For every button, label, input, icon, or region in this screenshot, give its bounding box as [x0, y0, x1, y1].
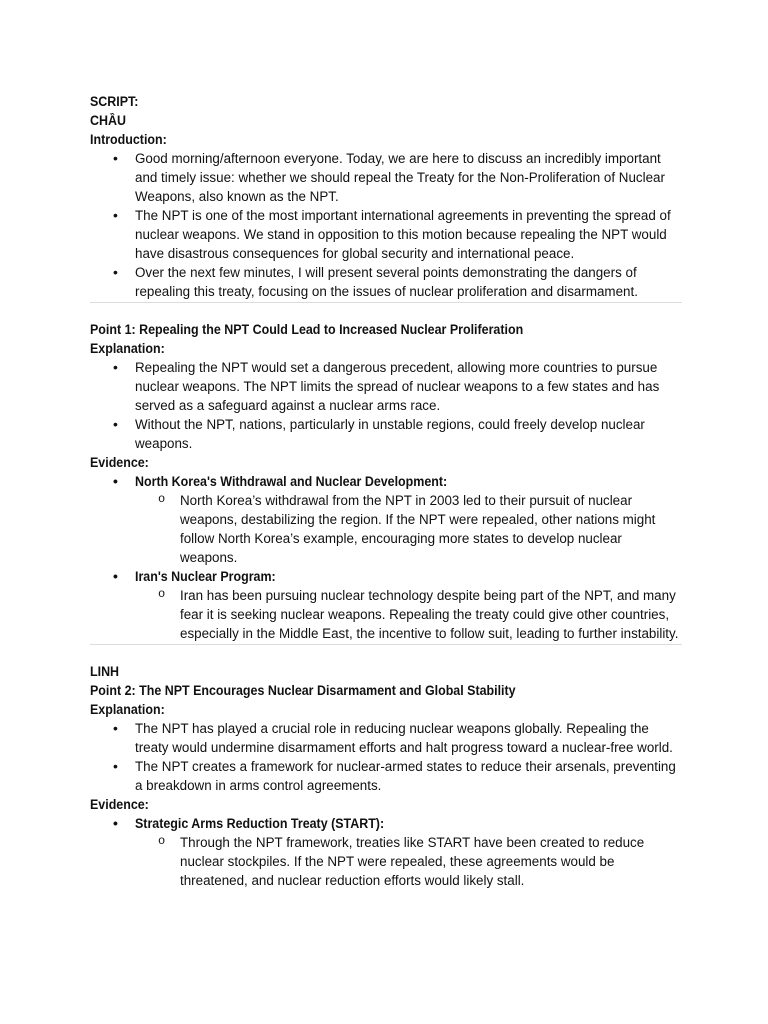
- list-item: • The NPT creates a framework for nuclear-armed states to reduce their arsenals, preventing a breakdown in arms control agreements.: [90, 757, 682, 795]
- evidence-title: Strategic Arms Reduction Treaty (START):: [135, 816, 385, 831]
- list-item: • Over the next few minutes, I will present several points demonstrating the dangers of repealing this treaty, focusing on the issues of nuclear proliferation and disarmament.: [90, 263, 682, 301]
- bullet-list: [90, 719, 682, 795]
- speaker-name: LINH: [90, 664, 120, 679]
- bullet-list: [90, 149, 682, 301]
- evidence-title: North Korea's Withdrawal and Nuclear Development:: [135, 474, 448, 489]
- list-item: • The NPT has played a crucial role in reducing nuclear weapons globally. Repealing the treaty would undermine disarmament efforts and halt progress toward a nuclear-free world.: [90, 719, 682, 757]
- bullet-list: [90, 814, 682, 890]
- section-heading: Point 1: Repealing the NPT Could Lead to Increased Nuclear Proliferation: [90, 322, 524, 337]
- list-item: • Good morning/afternoon everyone. Today, we are here to discuss an incredibly important and timely issue: whether we should repeal the Treaty for the Non-Proliferation of Nuclear Weapons, also known as the NPT.: [90, 149, 682, 206]
- speaker-name: CHẦU: [90, 113, 126, 128]
- list-item: • Without the NPT, nations, particularly in unstable regions, could freely develop nuclear weapons.: [90, 415, 682, 453]
- sub-list-item: o North Korea’s withdrawal from the NPT in 2003 led to their pursuit of nuclear weapons, destabilizing the region. If the NPT were repealed, other nations might follow North Korea’s example, encouraging more states to develop nuclear weapons.: [90, 491, 682, 567]
- section-heading: Point 2: The NPT Encourages Nuclear Disarmament and Global Stability: [90, 683, 516, 698]
- evidence-title: Iran's Nuclear Program:: [135, 569, 276, 584]
- subsection-label: Evidence:: [90, 797, 149, 812]
- section-divider: [90, 644, 682, 645]
- sub-list-item: o Iran has been pursuing nuclear technology despite being part of the NPT, and many fear it is seeking nuclear weapons. Repealing the treaty could give other countries, especially in the Middle East, the incentive to follow suit, leading to further instability.: [90, 586, 682, 643]
- section-divider: [90, 302, 682, 303]
- sub-list-item: o Through the NPT framework, treaties like START have been created to reduce nuclear stockpiles. If the NPT were repealed, these agreements would be threatened, and nuclear reduction efforts would likely stall.: [90, 833, 682, 890]
- document-body: [90, 92, 682, 890]
- section-heading: Introduction:: [90, 132, 167, 147]
- evidence-item: [90, 472, 682, 491]
- bullet-list: [90, 358, 682, 453]
- list-item: • Repealing the NPT would set a dangerous precedent, allowing more countries to pursue nuclear weapons. The NPT limits the spread of nuclear weapons to a few states and has served as a safeguard against a nuclear arms race.: [90, 358, 682, 415]
- list-item: • The NPT is one of the most important international agreements in preventing the spread of nuclear weapons. We stand in opposition to this motion because repealing the NPT would have disastrous consequences for global security and international peace.: [90, 206, 682, 263]
- subsection-label: Evidence:: [90, 455, 149, 470]
- evidence-item: [90, 567, 682, 586]
- evidence-item: [90, 814, 682, 833]
- bullet-list: [90, 472, 682, 643]
- subsection-label: Explanation:: [90, 702, 165, 717]
- subsection-label: Explanation:: [90, 341, 165, 356]
- script-label: SCRIPT:: [90, 94, 139, 109]
